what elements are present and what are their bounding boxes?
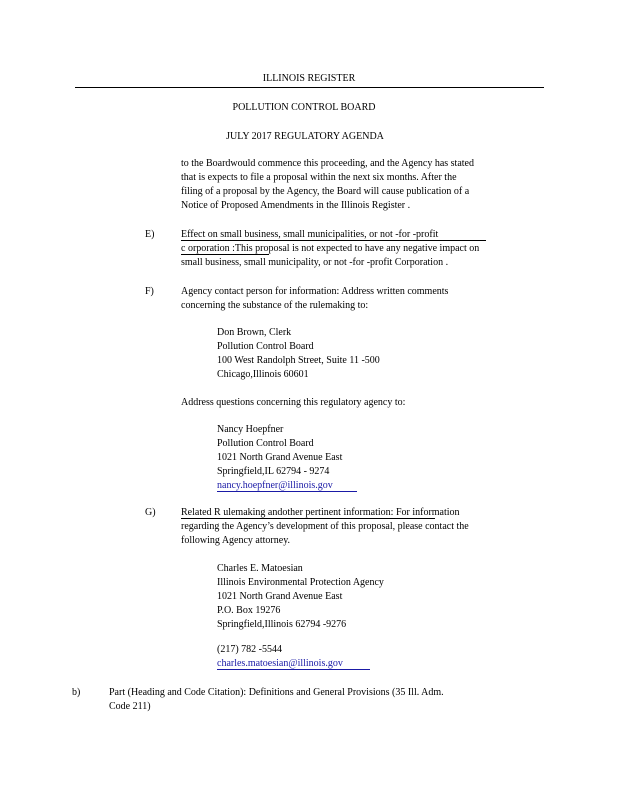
intro-line: filing of a proposal by the Agency, the Board will cause publication of a bbox=[181, 186, 470, 197]
intro-line: Notice of Proposed Amendments in the Illinois Register . bbox=[181, 200, 411, 211]
register-title: ILLINOIS REGISTER bbox=[262, 73, 356, 84]
section-e-line: c orporation :This proposal is not expected to have any negative impact on bbox=[181, 243, 480, 254]
address-line: Don Brown, Clerk bbox=[217, 327, 292, 338]
address-line: P.O. Box 19276 bbox=[217, 605, 281, 616]
board-title: POLLUTION CONTROL BOARD bbox=[232, 102, 376, 113]
part-b-line: Code 211) bbox=[109, 701, 151, 712]
agenda-title: JULY 2017 REGULATORY AGENDA bbox=[226, 131, 384, 142]
section-g-underline bbox=[181, 518, 435, 519]
address-line: 100 West Randolph Street, Suite 11 -500 bbox=[217, 355, 380, 366]
section-e-underline bbox=[181, 240, 486, 241]
section-f-label: F) bbox=[145, 286, 154, 297]
questions-line: Address questions concerning this regulatory agency to: bbox=[181, 397, 406, 408]
address-line: Springfield,Illinois 62794 -9276 bbox=[217, 619, 347, 630]
phone-number: (217) 782 -5544 bbox=[217, 644, 282, 655]
header-rule bbox=[75, 87, 544, 88]
hoepfner-email-link[interactable]: nancy.hoepfner@illinois.gov bbox=[217, 480, 333, 491]
section-g-line: following Agency attorney. bbox=[181, 535, 291, 546]
address-line: Charles E. Matoesian bbox=[217, 563, 303, 574]
email-underline bbox=[217, 669, 370, 670]
part-b-line: Part (Heading and Code Citation): Definitions and General Provisions (35 Ill. Adm. bbox=[109, 687, 444, 698]
section-e-underline bbox=[181, 254, 269, 255]
section-f-line: concerning the substance of the rulemaking to: bbox=[181, 300, 369, 311]
section-f-line: Agency contact person for information: Address written comments bbox=[181, 286, 449, 297]
address-line: Pollution Control Board bbox=[217, 438, 314, 449]
address-line: Pollution Control Board bbox=[217, 341, 314, 352]
intro-line: to the Boardwould commence this proceeding, and the Agency has stated bbox=[181, 158, 474, 169]
address-line: Illinois Environmental Protection Agency bbox=[217, 577, 384, 588]
address-line: Chicago,Illinois 60601 bbox=[217, 369, 309, 380]
section-g-heading: Related R ulemaking andother pertinent information: For information bbox=[181, 507, 460, 518]
address-line: Nancy Hoepfner bbox=[217, 424, 284, 435]
section-g-line: regarding the Agency’s development of this proposal, please contact the bbox=[181, 521, 469, 532]
address-line: 1021 North Grand Avenue East bbox=[217, 591, 343, 602]
address-line: Springfield,IL 62794 - 9274 bbox=[217, 466, 330, 477]
address-line: 1021 North Grand Avenue East bbox=[217, 452, 343, 463]
part-b-label: b) bbox=[72, 687, 81, 698]
section-e-label: E) bbox=[145, 229, 155, 240]
email-underline bbox=[217, 491, 357, 492]
section-e-heading: Effect on small business, small municipalities, or not -for -profit bbox=[181, 229, 439, 240]
matoesian-email-link[interactable]: charles.matoesian@illinois.gov bbox=[217, 658, 343, 669]
section-g-label: G) bbox=[145, 507, 156, 518]
intro-line: that is expects to file a proposal within the next six months. After the bbox=[181, 172, 457, 183]
section-e-line: small business, small municipality, or not -for -profit Corporation . bbox=[181, 257, 449, 268]
